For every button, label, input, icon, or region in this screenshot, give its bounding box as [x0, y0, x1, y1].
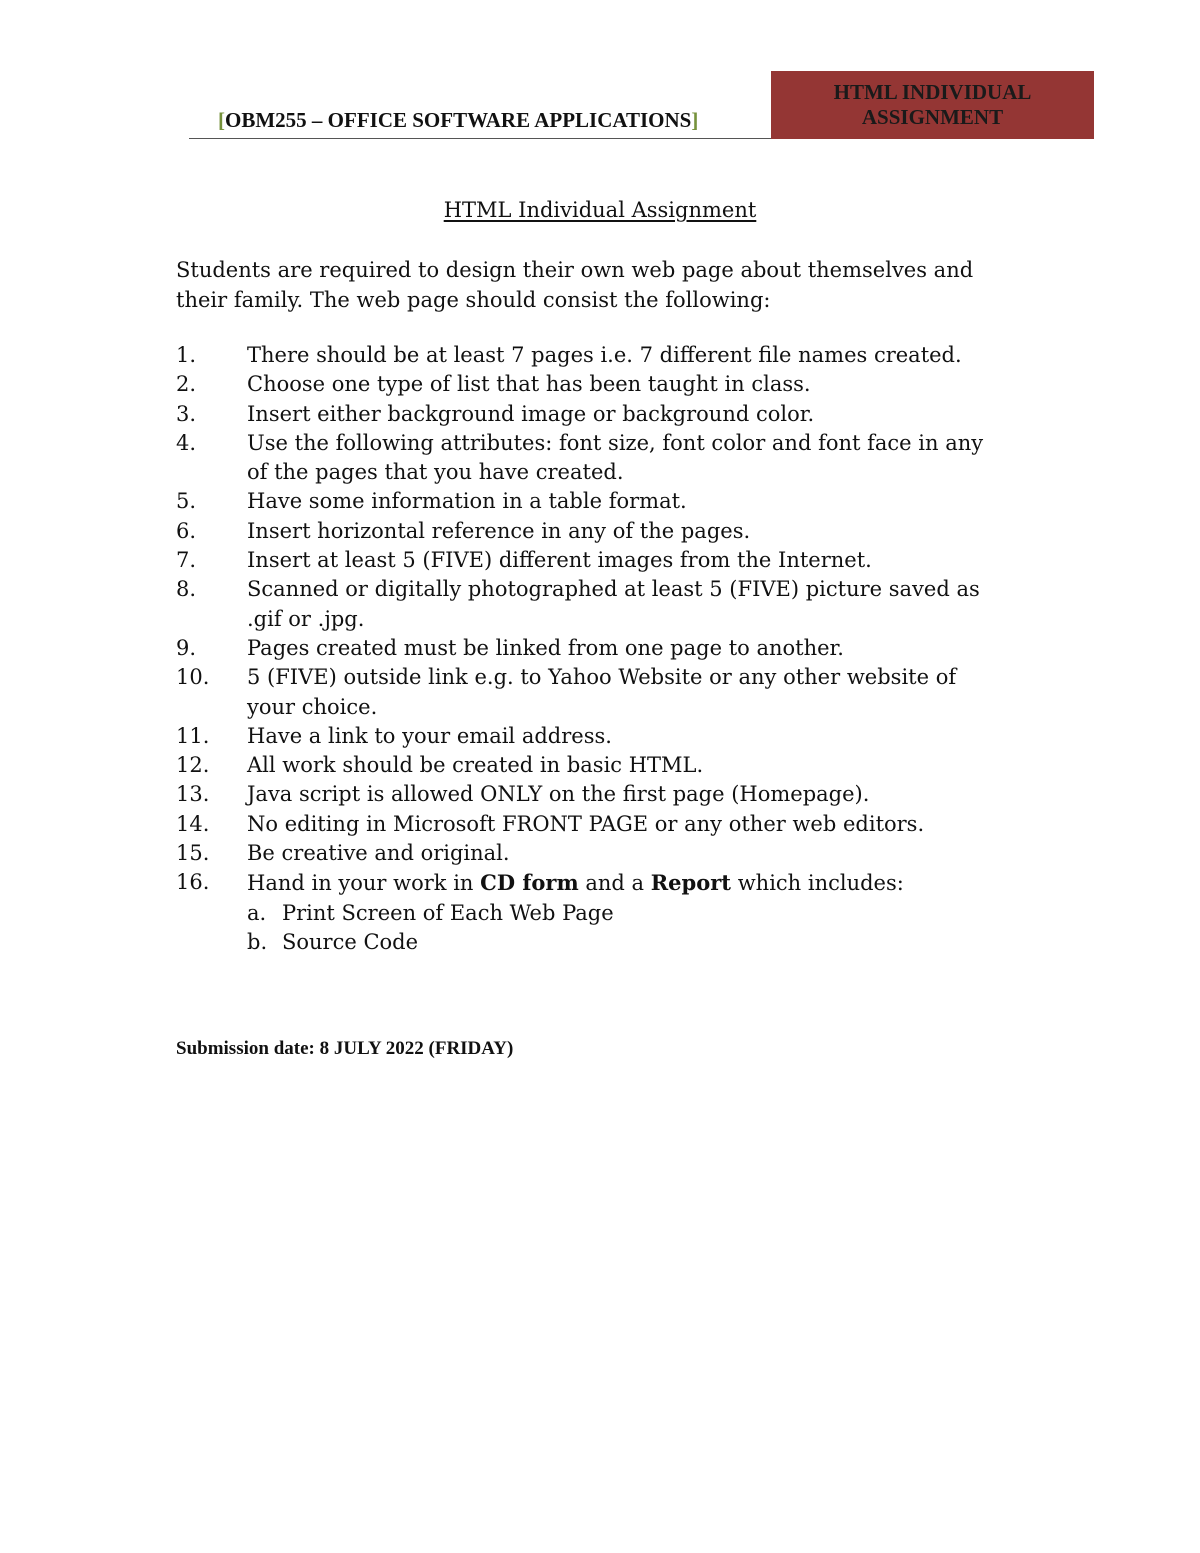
requirement-suffix: which includes:: [731, 871, 904, 896]
requirement-number: 10.: [176, 665, 210, 690]
requirement-item: [176, 370, 1036, 399]
requirement-text: Have some information in a table format.: [247, 489, 687, 514]
requirement-number: 12.: [176, 753, 210, 778]
requirement-number: 15.: [176, 841, 210, 866]
intro-paragraph: Students are required to design their own web page about themselves and their family. The web page should consist the following:: [176, 258, 974, 312]
requirement-item: [176, 429, 1036, 488]
requirement-number: 14.: [176, 811, 210, 836]
requirement-text: Insert at least 5 (FIVE) different images from the Internet.: [247, 548, 872, 573]
cd-form-emphasis: CD form: [480, 870, 579, 896]
requirement-item: [176, 722, 1036, 751]
sub-item-text: Source Code: [282, 929, 419, 954]
requirement-text: No editing in Microsoft FRONT PAGE or any other web editors.: [247, 811, 925, 836]
requirement-item: [176, 341, 1036, 370]
sub-item: [247, 899, 1007, 928]
header-rule: [189, 138, 772, 139]
requirement-text: 5 (FIVE) outside link e.g. to Yahoo Website or any other website of your choice.: [247, 665, 957, 719]
requirement-text: Insert horizontal reference in any of the pages.: [247, 518, 751, 543]
requirement-text: All work should be created in basic HTML.: [247, 753, 704, 778]
requirement-number: 1.: [176, 343, 197, 367]
requirement-text: Scanned or digitally photographed at least 5 (FIVE) picture saved as .gif or .jpg.: [247, 577, 980, 631]
requirement-prefix: Hand in your work in: [247, 871, 481, 896]
requirement-number: 8.: [176, 577, 197, 602]
submission-date: Submission date: 8 JULY 2022 (FRIDAY): [176, 1038, 514, 1059]
course-header: [218, 108, 698, 133]
assignment-label: HTML INDIVIDUAL ASSIGNMENT: [833, 80, 1032, 129]
requirement-number: 16.: [176, 870, 210, 895]
requirement-item: [176, 663, 1036, 722]
requirement-number: 9.: [176, 635, 197, 660]
requirement-item: [176, 780, 1036, 809]
sub-item-text: Print Screen of Each Web Page: [282, 900, 614, 925]
requirement-text: Java script is allowed ONLY on the first page (Homepage).: [247, 782, 870, 807]
sub-item: [247, 928, 1007, 957]
requirement-text: Insert either background image or background color.: [247, 401, 815, 426]
bracket-open: [: [218, 108, 225, 132]
requirement-text: Use the following attributes: font size, font color and font face in any of the pages that you have created.: [247, 430, 984, 485]
requirement-number: 7.: [176, 548, 197, 573]
sub-item-letter: b.: [247, 929, 268, 954]
requirement-item: [176, 751, 1036, 780]
requirement-item: [176, 575, 1036, 634]
requirement-item: [176, 868, 1036, 957]
course-title: OBM255 – OFFICE SOFTWARE APPLICATIONS: [225, 108, 692, 132]
requirement-number: 6.: [176, 518, 197, 543]
requirement-item: [176, 400, 1036, 429]
bracket-close: ]: [691, 108, 699, 132]
requirement-number: 5.: [176, 489, 197, 514]
requirement-item: [176, 546, 1036, 575]
document-title: HTML Individual Assignment: [443, 198, 757, 222]
requirement-item: [176, 634, 1036, 663]
requirement-middle: and a: [578, 871, 651, 896]
requirement-text: Choose one type of list that has been taught in class.: [247, 372, 811, 397]
requirement-item: [176, 839, 1036, 868]
requirement-number: 3.: [176, 401, 197, 426]
requirement-text: There should be at least 7 pages i.e. 7 different file names created.: [247, 343, 962, 367]
assignment-label-box: [771, 71, 1094, 139]
sub-list: [247, 899, 1007, 958]
requirement-text: [247, 868, 1007, 957]
requirement-number: 2.: [176, 372, 197, 397]
requirement-number: 13.: [176, 782, 210, 807]
sub-item-letter: a.: [247, 900, 267, 925]
requirement-text: Have a link to your email address.: [247, 723, 612, 748]
requirement-text: Be creative and original.: [247, 841, 510, 866]
requirement-number: 11.: [176, 723, 210, 748]
requirement-item: [176, 517, 1036, 546]
requirement-item: [176, 487, 1036, 516]
requirements-list: [176, 341, 1036, 957]
requirement-number: 4.: [176, 430, 197, 455]
requirement-item: [176, 810, 1036, 839]
report-emphasis: Report: [650, 870, 732, 896]
requirement-text: Pages created must be linked from one page to another.: [247, 635, 844, 660]
